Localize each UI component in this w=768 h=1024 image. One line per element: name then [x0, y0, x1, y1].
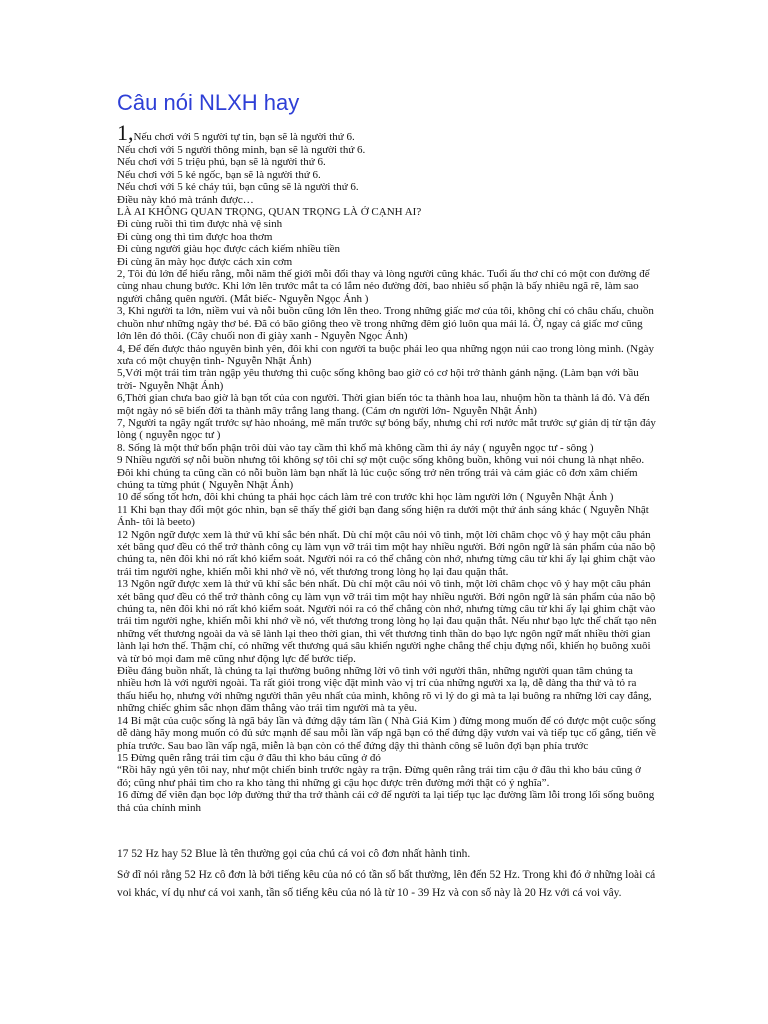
text-line: 3, Khi người ta lớn, niềm vui và nỗi buồn cũng lớn lên theo. Trong những giấc mơ của tôi, không chỉ có châu chấu, chuồn chuồn như những ngày thơ bé. Đã có bão giông theo về trong những đêm gió luôn qua mái lá. Ờ, ngay cả giấc mơ cũng lớn lên đó thôi. (Cây chuối non đi giày xanh - Nguyễn Ngọc Ánh): [117, 305, 654, 343]
text-line: Nếu chơi với 5 người thông minh, bạn sẽ là người thứ 6.: [117, 144, 366, 156]
text-line: 5,Với một trái tim tràn ngập yêu thương thì cuộc sống không bao giờ có cơ hội trở thành gánh nặng. (Làm bạn với bầu trời- Nguyễn Nhật Ánh): [117, 367, 639, 392]
text-line: 11 Khi bạn thay đổi một góc nhìn, bạn sẽ thấy thế giới bạn đang sống hiện ra dưới một thứ ánh sáng khác ( Nguyễn Nhật Ánh- tôi là beeto): [117, 503, 649, 529]
text-line: Nếu chơi với 5 kẻ ngốc, bạn sẽ là người thứ 6.: [117, 168, 321, 181]
text-line: 4, Để đến được thảo nguyên bình yên, đôi khi con người ta buộc phải leo qua những ngọn núi cao trong lòng mình. (Ngày xưa có một chuyện tình- Nguyễn Nhật Ánh): [117, 342, 654, 367]
tail-paragraph: 17 52 Hz hay 52 Blue là tên thường gọi của chú cá voi cô đơn nhất hành tinh.: [117, 848, 471, 860]
text-line: Đi cùng ong thì tìm được hoa thơm: [117, 230, 273, 243]
text-line: LÀ AI KHÔNG QUAN TRỌNG, QUAN TRỌNG LÀ Ở CẠNH AI?: [117, 206, 422, 219]
text-line: 8. Sống là một thứ bổn phận trôi dùi vào tay cầm thì khổ mà không cầm thì áy náy ( nguyễn ngọc tư - sông ): [117, 441, 594, 454]
text-line: “Rồi hãy ngủ yên tôi nay, như một chiến binh trước ngày ra trận. Đừng quên rằng trái tim cậu ở đâu thì kho báu cũng ở đó; cũng như phải tìm cho ra kho tàng thì những gì cậu học được trên đường mới thật có ý nghĩa”.: [117, 764, 641, 789]
first-paragraph: [117, 122, 657, 144]
text-line: 12 Ngôn ngữ được xem là thứ vũ khí sắc bén nhất. Dù chỉ một câu nói vô tình, một lời châm chọc vô ý hay một câu phán xét bâng quơ đều có thể trở thành công cụ làm vụn vỡ trái tim một hay nhiều người. Bởi ngôn ngữ là sản phẩm của não bộ chúng ta, nên đôi khi nó rất khó kiểm soát. Người nói ra có thể chẳng còn nhớ, nhưng từng câu từ khi ấy lại ghim chặt vào trái tim người nghe, khiến mỗi khi nhớ về nó, vết thương trong lòng họ lại đau quặn thắt.: [117, 528, 656, 578]
text-line: 6,Thời gian chưa bao giờ là bạn tốt của con người. Thời gian biến tóc ta thành hoa lau, nhuộm hồn ta thành lá đỏ. Và đến một ngày nó sẽ biến đời ta thành mây trắng lang thang. (Cám ơn người lớn- Nguyễn Nhật Ánh): [117, 392, 650, 417]
text-line: Đi cùng người giàu học được cách kiếm nhiều tiền: [117, 243, 341, 256]
text-line: 16 đừng để viên đạn bọc lớp đường thứ tha trở thành cái cớ để người ta lại tiếp tục lạc đường lầm lỗi trong lối sống buông thả của chính mình: [117, 789, 655, 814]
text-line: Nếu chơi với 5 kẻ cháy túi, bạn cũng sẽ là người thứ 6.: [117, 181, 359, 194]
text-line: 2, Tôi đủ lớn để hiểu rằng, mỗi năm thế giới mỗi đổi thay và lòng người cũng khác. Tuổi ấu thơ chỉ có một con đường để cùng nhau chung bước. Khi lớn lên trước mắt ta có lắm nẻo đường đời, bao nhiêu số phận là bấy nhiêu ngã rẽ, làm sao người chẳng quên người. (Mắt biếc- Nguyễn Ngọc Ánh ): [117, 268, 650, 305]
first-line: Nếu chơi với 5 người tự tin, bạn sẽ là người thứ 6.: [133, 131, 355, 143]
text-line: Điều này khó mà tránh được…: [117, 193, 254, 206]
text-line: 14 Bi mật của cuộc sống là ngã bảy lần và đứng dậy tám lần ( Nhà Giả Kim ) đừng mong muốn để có được một cuộc sống dễ dàng hãy mong muốn có đủ sức mạnh để sau mỗi lần vấp ngã bạn có thể đứng dậy vươn vai và tiếp tục cố gắng, tiến về phía trước. Sau bao lần vấp ngã, miễn là bạn còn có thể đứng dậy thì thành công sẽ luôn đợi bạn phía trước: [117, 714, 657, 752]
text-line: Đi cùng ruồi thì tìm được nhà vệ sinh: [117, 218, 283, 231]
text-line: 7, Người ta ngây ngất trước sự hào nhoáng, mê mẩn trước sự bóng bẩy, nhưng chỉ rơi nước mắt trước sự giản dị từ tận đáy lòng ( nguyễn ngọc tư ): [117, 416, 656, 442]
document-body: [117, 122, 657, 814]
text-line: 15 Đừng quên rằng trái tim cậu ở đâu thì kho báu cũng ở đó: [117, 751, 381, 764]
text-line: 13 Ngôn ngữ được xem là thứ vũ khí sắc bén nhất. Dù chỉ một câu nói vô tình, một lời châm chọc vô ý hay một câu phán xét bâng quơ đều có thể trở thành công cụ làm vụn vỡ trái tim một hay nhiều người. Bởi ngôn ngữ là sản phẩm của não bộ chúng ta, nên đôi khi nó rất khó kiểm soát. Người nói ra có thể chẳng còn nhớ, nhưng từng câu từ khi ấy lại ghim chặt vào trái tim người nghe, khiến mỗi khi nhớ về nó, vết thương trong lòng họ lại đau quặn thắt. Nếu như bạo lực thể chất tạo nên những vết thương ngoài da và sẽ lành lại theo thời gian, thì vết thương tinh thần do bạo lực ngôn ngữ mất nhiều thời gian lành lại hơn thế. Thậm chí, có những vết thương quá sâu khiến người nghe chẳng thể chịu đựng nổi, khiến họ buông xuôi và từ bỏ mọi đam mê cũng như động lực để bước tiếp.: [117, 578, 657, 665]
document-tail: [117, 846, 657, 906]
text-line: Điều đáng buồn nhất, là chúng ta lại thường buông những lời vô tình với người thân, những người quan tâm chúng ta nhiều hơn là với người ngoài. Ta rất giỏi trong việc đặt mình vào vị trí của những người xa lạ, dễ dàng tha thứ và tỏ ra thấu hiểu họ, nhưng với những người thân yêu nhất của mình, không rõ vì lý do gì mà ta lại buông ra những lời cay đắng, những chiếc ghim sắc nhọn đâm thẳng vào trái tim người mà ta yêu.: [117, 665, 652, 715]
text-line: 10 để sống tốt hơn, đôi khi chúng ta phải học cách làm trẻ con trước khi học làm người lớn ( Nguyễn Nhật Ánh ): [117, 491, 614, 504]
first-number: 1,: [117, 120, 134, 145]
text-line: 9 Nhiều người sợ nỗi buồn nhưng tôi không sợ tôi chỉ sợ một cuộc sống không buồn, không vui nói chung là nhạt nhẽo. Đôi khi chúng ta cũng cần có nỗi buồn làm bạn nhất là lúc cuộc sống trở nên trống trải và cảm giác cô đơn xâm chiếm chúng ta từng phút ( Nguyễn Nhật Ánh): [117, 454, 645, 491]
tail-paragraph: Sở dĩ nói rằng 52 Hz cô đơn là bởi tiếng kêu của nó có tần số bất thường, lên đến 52 Hz. Trong khi đó ở những loài cá voi khác, ví dụ như cá voi xanh, tần số tiếng kêu của nó là từ 10 - 39 Hz và con số này là 20 Hz với cá voi vây.: [117, 869, 656, 899]
page-title: Câu nói NLXH hay: [117, 90, 300, 115]
text-line: Nếu chơi với 5 triệu phú, bạn sẽ là người thứ 6.: [117, 156, 326, 169]
text-line: Đi cùng ăn mày học được cách xin cơm: [117, 255, 293, 268]
